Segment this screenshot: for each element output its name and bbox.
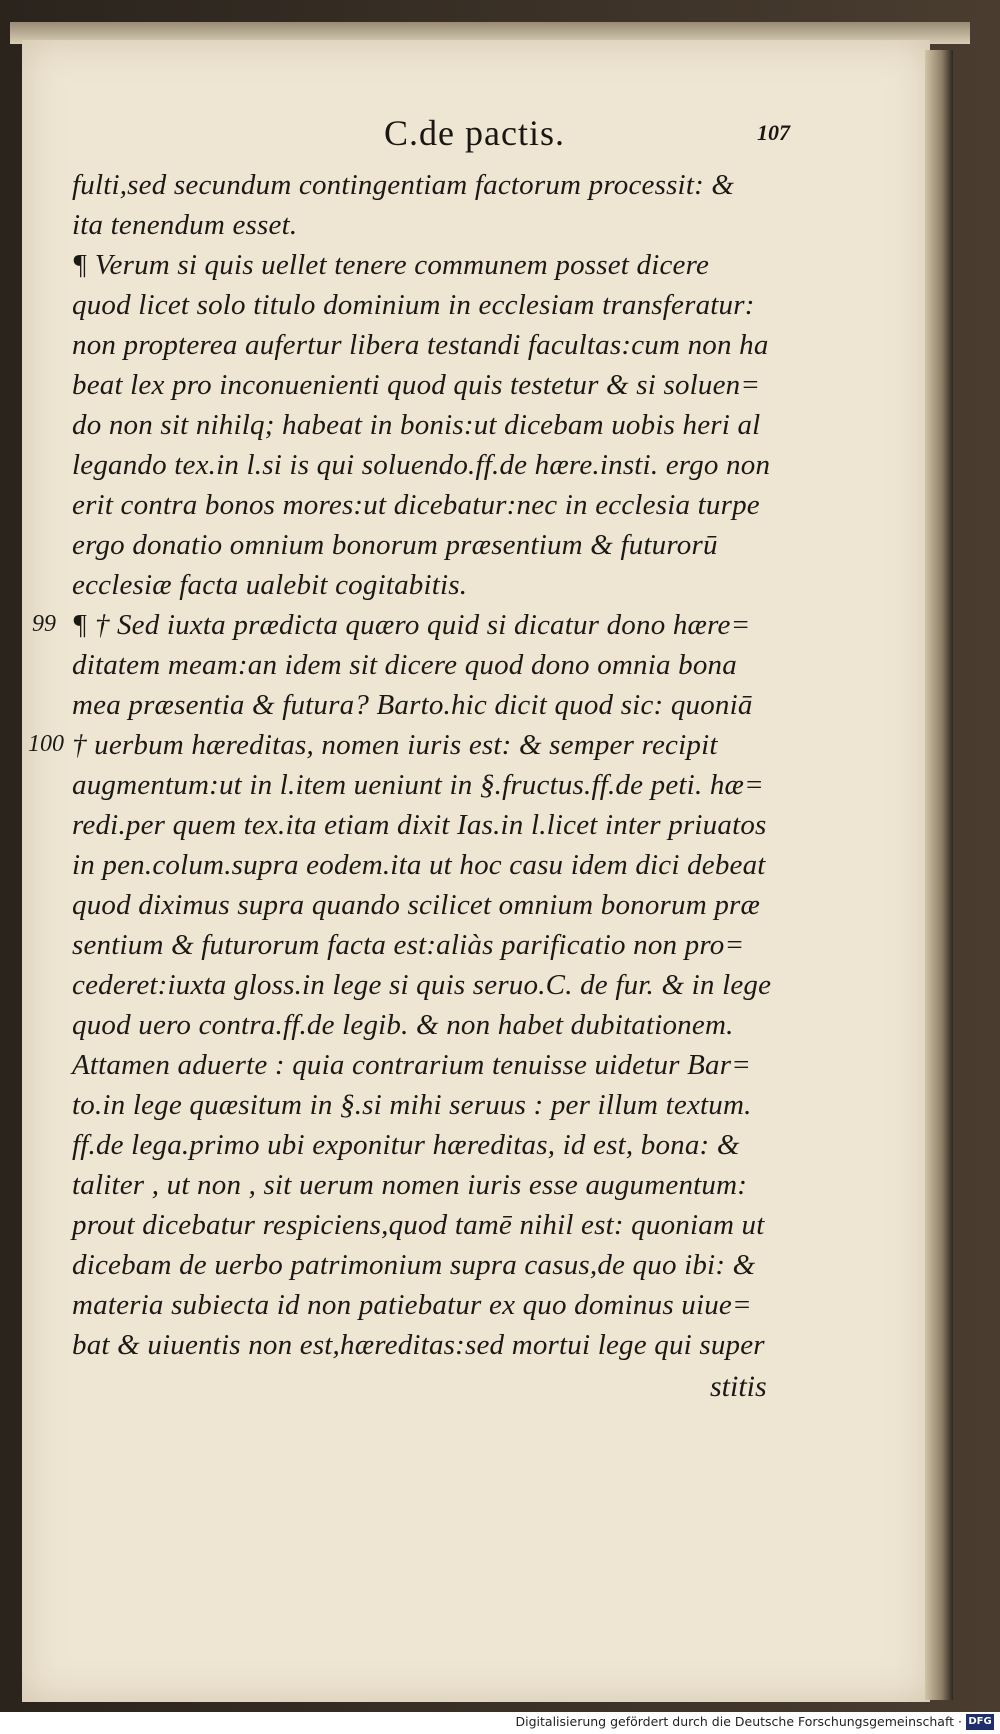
text-line: quod diximus supra quando scilicet omnium bonorum præ bbox=[72, 889, 761, 921]
text-line: legando tex.in l.si is qui soluendo.ff.de hære.insti. ergo non bbox=[72, 449, 771, 481]
page-header bbox=[22, 112, 930, 162]
folio-number: 107 bbox=[757, 120, 790, 145]
page-edge-shadow bbox=[925, 50, 953, 1700]
text-line: ecclesiæ facta ualebit cogitabitis. bbox=[72, 569, 468, 601]
text-line: erit contra bonos mores:ut dicebatur:nec in ecclesia turpe bbox=[72, 489, 760, 521]
text-line: ff.de lega.primo ubi exponitur hæreditas, id est, bona: & bbox=[72, 1129, 740, 1161]
text-line: cederet:iuxta gloss.in lege si quis seruo.C. de fur. & in lege bbox=[72, 969, 772, 1001]
text-line: dicebam de uerbo patrimonium supra casus,de quo ibi: & bbox=[72, 1249, 756, 1281]
text-line: materia subiecta id non patiebatur ex quo dominus uiue= bbox=[72, 1289, 752, 1321]
text-line: ¶ Verum si quis uellet tenere communem posset dicere bbox=[72, 249, 710, 281]
text-line: ergo donatio omnium bonorum præsentium & futurorū bbox=[72, 529, 718, 561]
text-line: augmentum:ut in l.item ueniunt in §.fructus.ff.de peti. hæ= bbox=[72, 769, 764, 801]
dfg-logo: DFG bbox=[966, 1714, 994, 1730]
catchword: stitis bbox=[710, 1370, 767, 1403]
margin-number: 100 bbox=[28, 731, 64, 757]
running-head: C.de pactis. bbox=[384, 113, 565, 153]
text-line: fulti,sed secundum contingentiam factorum processit: & bbox=[72, 169, 735, 201]
text-line: quod uero contra.ff.de legib. & non habet dubitationem. bbox=[72, 1009, 734, 1041]
text-line: ¶ † Sed iuxta prædicta quæro quid si dicatur dono hære= bbox=[72, 609, 751, 641]
text-line: † uerbum hæreditas, nomen iuris est: & semper recipit bbox=[72, 729, 718, 761]
text-line: ditatem meam:an idem sit dicere quod dono omnia bona bbox=[72, 649, 737, 681]
text-line: ita tenendum esset. bbox=[72, 209, 298, 241]
text-line: to.in lege quæsitum in §.si mihi seruus : per illum textum. bbox=[72, 1089, 752, 1121]
text-line: taliter , ut non , sit uerum nomen iuris esse augumentum: bbox=[72, 1169, 748, 1201]
text-line: do non sit nihilq; habeat in bonis:ut dicebam uobis heri al bbox=[72, 409, 761, 441]
text-line: redi.per quem tex.ita etiam dixit Ias.in l.licet inter priuatos bbox=[72, 809, 767, 841]
text-line: bat & uiuentis non est,hæreditas:sed mortui lege qui super bbox=[72, 1329, 765, 1361]
margin-number: 99 bbox=[32, 611, 56, 637]
digitization-footer bbox=[0, 1712, 1000, 1734]
text-line: prout dicebatur respiciens,quod tamē nihil est: quoniam ut bbox=[72, 1209, 765, 1241]
text-line: in pen.colum.supra eodem.ita ut hoc casu idem dici debeat bbox=[72, 849, 766, 881]
text-line: beat lex pro inconuenienti quod quis testetur & si soluen= bbox=[72, 369, 761, 401]
text-line: non propterea aufertur libera testandi facultas:cum non ha bbox=[72, 329, 769, 361]
text-line: mea præsentia & futura? Barto.hic dicit quod sic: quoniā bbox=[72, 689, 753, 721]
footer-credit: Digitalisierung gefördert durch die Deutsche Forschungsgemeinschaft · bbox=[515, 1714, 962, 1729]
text-line: quod licet solo titulo dominium in ecclesiam transferatur: bbox=[72, 289, 755, 321]
text-line: sentium & futurorum facta est:aliàs parificatio non pro= bbox=[72, 929, 745, 961]
text-line: Attamen aduerte : quia contrarium tenuisse uidetur Bar= bbox=[72, 1049, 751, 1081]
